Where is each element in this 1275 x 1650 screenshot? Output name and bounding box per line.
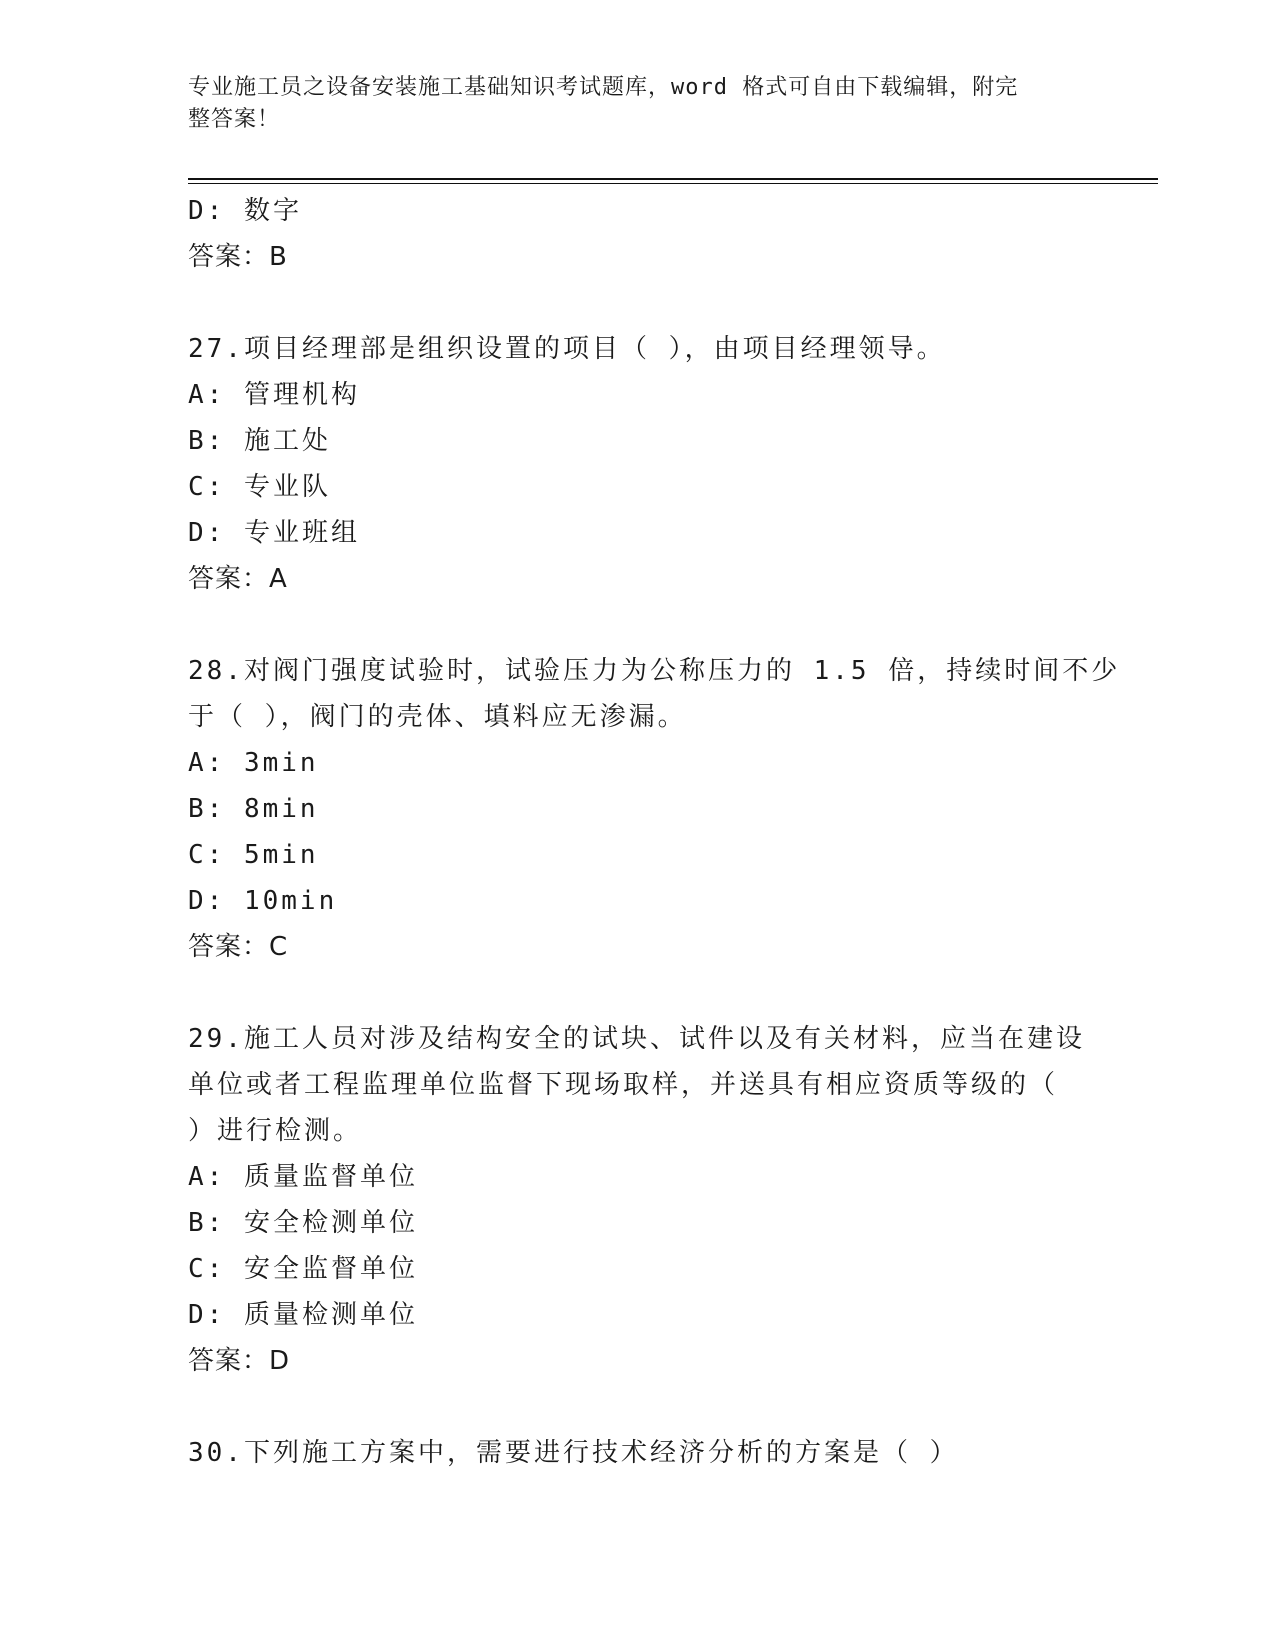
prev-answer: 答案：B — [188, 242, 288, 272]
option-b: B: 施工处 — [188, 426, 331, 456]
option-d: D: 10min — [188, 886, 338, 916]
question-stem-line-2: 单位或者工程监理单位监督下现场取样，并送具有相应资质等级的（ — [188, 1070, 1059, 1100]
header-rule-thin — [188, 183, 1158, 184]
option-d: D: 专业班组 — [188, 518, 360, 548]
header-line-1: 专业施工员之设备安装施工基础知识考试题库，word 格式可自由下载编辑，附完 — [188, 75, 1019, 100]
question-stem-line-1: 28.对阀门强度试验时，试验压力为公称压力的 1.5 倍，持续时间不少 — [188, 656, 1121, 686]
option-a: A: 质量监督单位 — [188, 1162, 418, 1192]
option-b: B: 8min — [188, 794, 319, 824]
answer: 答案：A — [188, 564, 288, 594]
option-a: A: 3min — [188, 748, 319, 778]
spacer — [188, 1384, 1078, 1430]
question-stem-line-1: 29.施工人员对涉及结构安全的试块、试件以及有关材料，应当在建设 — [188, 1024, 1085, 1054]
document-header — [188, 72, 1088, 136]
option-c: C: 5min — [188, 840, 319, 870]
answer: 答案：C — [188, 932, 289, 962]
spacer — [188, 280, 1078, 326]
question-27 — [188, 326, 1078, 602]
answer: 答案：D — [188, 1346, 291, 1376]
option-d: D: 质量检测单位 — [188, 1300, 418, 1330]
spacer — [188, 970, 1078, 1016]
header-line-2: 整答案！ — [188, 107, 281, 132]
question-stem: 30.下列施工方案中，需要进行技术经济分析的方案是（ ） — [188, 1438, 959, 1468]
header-rule-thick — [188, 178, 1158, 180]
question-list — [188, 188, 1121, 1476]
question-stem-line-2: 于（ ），阀门的壳体、填料应无渗漏。 — [188, 702, 687, 732]
question-28 — [188, 648, 1121, 970]
spacer — [188, 602, 1078, 648]
option-c: C: 专业队 — [188, 472, 331, 502]
option-c: C: 安全监督单位 — [188, 1254, 418, 1284]
question-29 — [188, 1016, 1085, 1384]
option-b: B: 安全检测单位 — [188, 1208, 418, 1238]
question-stem: 27.项目经理部是组织设置的项目（ ），由项目经理领导。 — [188, 334, 946, 364]
question-30 — [188, 1430, 1078, 1476]
question-stem-line-3: ）进行检测。 — [188, 1116, 363, 1146]
prev-option-d: D: 数字 — [188, 196, 302, 226]
option-a: A: 管理机构 — [188, 380, 360, 410]
